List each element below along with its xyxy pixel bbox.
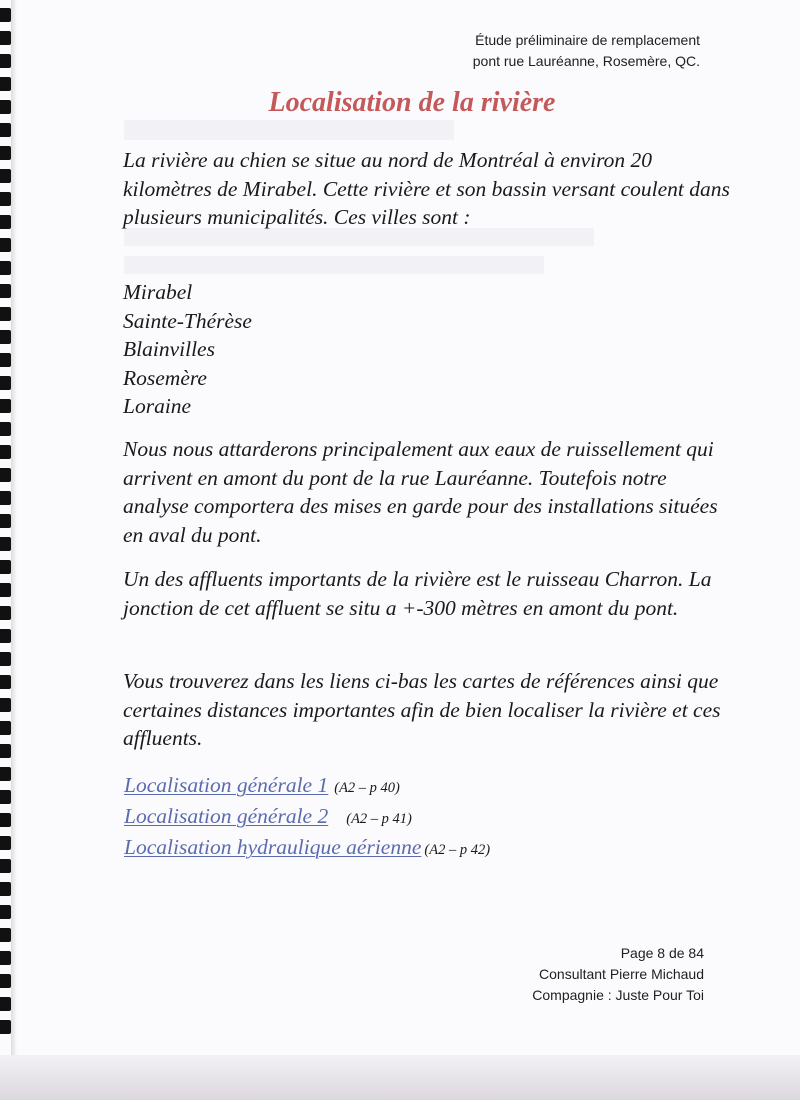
binding-hole (0, 675, 11, 689)
binding-hole (0, 813, 11, 827)
binding-hole (0, 445, 11, 459)
consultant-name: Consultant Pierre Michaud (539, 966, 704, 982)
company-name: Compagnie : Juste Pour Toi (532, 987, 704, 1003)
binding-hole (0, 652, 11, 666)
paragraph-tributary: Un des affluents importants de la rivière est le ruisseau Charron. La jonction de cet affluent se situ a +-300 mètres en amont du pont. (123, 567, 712, 620)
binding-hole (0, 537, 11, 551)
binding-hole (0, 790, 11, 804)
binding-hole (0, 767, 11, 781)
binding-hole (0, 215, 11, 229)
binding-hole (0, 744, 11, 758)
binding-hole (0, 192, 11, 206)
page-reference: (A2 – p 42) (424, 842, 491, 858)
link-row (124, 771, 490, 802)
binding-hole (0, 491, 11, 505)
list-item: Blainvilles (123, 337, 215, 361)
binding-hole (0, 123, 11, 137)
page-reference: (A2 – p 40) (334, 780, 400, 796)
section-title: Localisation de la rivière (268, 87, 556, 118)
binding-hole (0, 514, 11, 528)
binding-hole (0, 169, 11, 183)
link-row (124, 833, 490, 864)
list-item: Mirabel (123, 280, 193, 304)
binding-hole (0, 307, 11, 321)
paragraph-runoff: Nous nous attarderons principalement aux eaux de ruissellement qui arrivent en amont du pont de la rue Lauréanne. Toutefois notre analyse comportera des mises en garde pour des installations situées en aval du pont. (123, 437, 718, 547)
bleed-through-3 (124, 256, 544, 274)
binding-hole (0, 698, 11, 712)
header-line-2: pont rue Lauréanne, Rosemère, QC. (472, 53, 700, 69)
binding-hole (0, 399, 11, 413)
document-header (473, 30, 700, 72)
town-list (123, 278, 252, 421)
binding-hole (0, 422, 11, 436)
link-localisation-generale-2[interactable]: Localisation générale 2 (124, 804, 329, 828)
page-number: Page 8 de 84 (620, 945, 704, 961)
link-localisation-hydraulique-aerienne[interactable]: Localisation hydraulique aérienne (124, 835, 422, 859)
list-item: Sainte-Thérèse (123, 308, 252, 333)
binding-hole (0, 859, 11, 873)
binding-hole (0, 606, 11, 620)
binding-hole (0, 330, 11, 344)
binding-hole (0, 560, 11, 574)
binding-hole (0, 974, 11, 988)
reference-links (124, 771, 490, 864)
list-item: Loraine (123, 394, 192, 418)
binding-hole (0, 146, 11, 160)
binding-shadow (11, 0, 17, 1100)
binding-hole (0, 629, 11, 643)
header-line-1: Étude préliminaire de remplacement (475, 32, 700, 48)
binding-hole (0, 997, 11, 1011)
binding-hole (0, 836, 11, 850)
binding-hole (0, 238, 11, 252)
paragraph-links-intro: Vous trouverez dans les liens ci-bas les cartes de références ainsi que certaines distances importantes afin de bien localiser la rivière et ces affluents. (123, 669, 721, 750)
list-item: Rosemère (123, 365, 207, 390)
binding-hole (0, 468, 11, 482)
binding-hole (0, 882, 11, 896)
binding-hole (0, 376, 11, 390)
intro-paragraph: La rivière au chien se situe au nord de Montréal à environ 20 kilomètres de Mirabel. Cette rivière et son bassin versant coulent dans plusieurs municipalités. Ces villes sont : (123, 148, 730, 229)
binding-hole (0, 8, 11, 22)
binding-hole (0, 951, 11, 965)
binding-hole (0, 583, 11, 597)
binding-hole (0, 284, 11, 298)
binding-hole (0, 928, 11, 942)
binding-hole (0, 1020, 11, 1034)
link-localisation-generale-1[interactable]: Localisation générale 1 (124, 773, 329, 797)
link-row (124, 802, 490, 833)
binding-hole (0, 261, 11, 275)
binding-hole (0, 31, 11, 45)
bleed-through-1 (124, 120, 454, 140)
page-reference: (A2 – p 41) (346, 811, 412, 827)
binding-hole (0, 905, 11, 919)
page-bottom-edge (0, 1055, 800, 1100)
document-footer (532, 943, 704, 1006)
binding-hole (0, 54, 11, 68)
binding-hole (0, 721, 11, 735)
binding-hole (0, 353, 11, 367)
